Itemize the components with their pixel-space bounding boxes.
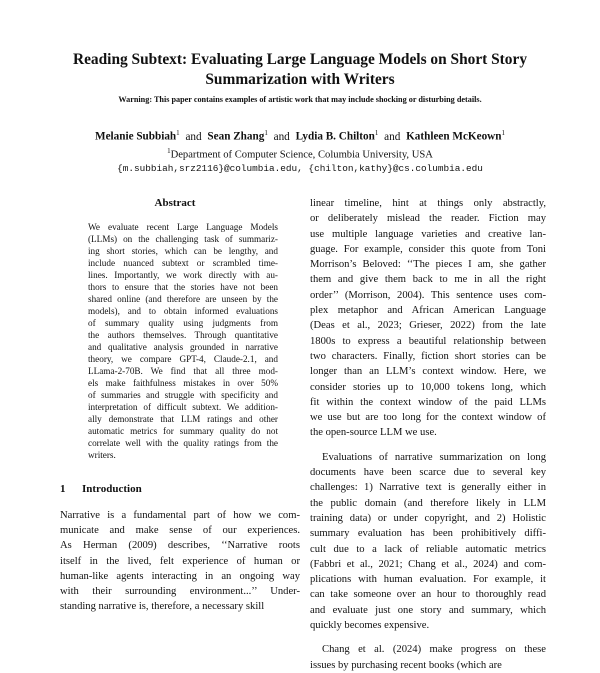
text-line: training data) or under copyright, and 2) Holistic: [310, 512, 546, 524]
text-line: itself in the lived, felt experience of human or: [60, 555, 300, 567]
text-line: and evaluate just one story and summary, which: [310, 604, 546, 616]
text-line: writers.: [88, 450, 116, 460]
text-line: Evaluations of narrative summarization on long: [322, 451, 546, 463]
author-sup: 1: [374, 129, 379, 137]
author-name: Lydia B. Chilton: [295, 130, 375, 143]
author-sup: 1: [264, 129, 268, 137]
right-para-3: [310, 642, 546, 673]
author-name: Sean Zhang: [207, 130, 265, 143]
right-para-1: [310, 196, 546, 441]
text-line: Narrative is a fundamental part of how we com-: [60, 510, 300, 521]
text-line: and qualitative analysis grounded in narrative: [88, 342, 278, 352]
text-line: cult due to a lack of reliable automatic metrics: [310, 543, 546, 555]
text-line: municate and make sense of our experiences.: [60, 525, 300, 537]
text-line: of summary quality using judgments from: [88, 318, 278, 328]
text-line: ing short stories, which can be lengthy, and: [88, 246, 278, 256]
intro-body: [60, 508, 300, 614]
abstract-body: [88, 221, 278, 461]
text-line: use multiple language varieties and creative lan-: [310, 228, 546, 240]
author-joiner: and: [185, 130, 202, 143]
text-line: or deliberately mislead the reader. Fiction may: [310, 213, 546, 225]
text-line: fit within the context window of the paid LLMs: [310, 396, 546, 408]
section-title: Introduction: [82, 483, 142, 495]
text-line: Chang et al. (2024) make progress on these: [322, 644, 546, 656]
text-line: theory, we compare GPT-4, Claude-2.1, and: [88, 354, 278, 364]
text-line: automatic metrics for summary quality do not: [88, 426, 278, 436]
author-sup: 1: [501, 129, 505, 137]
text-line: two characters. Finally, fiction short stories can be: [310, 350, 546, 362]
section-number: 1: [60, 483, 66, 495]
author-name: Kathleen McKeown: [406, 130, 502, 143]
text-line: We evaluate recent Large Language Models: [88, 222, 278, 232]
text-line: guage. For example, consider this quote from Toni: [310, 243, 546, 255]
text-line: longer than an LLM’s context window. Here, we: [310, 366, 546, 378]
affiliation: [40, 147, 560, 161]
text-line: (Deas et al., 2023; Grieser, 2022) from the late: [310, 320, 546, 332]
text-line: 1800s to express a beautiful relationship between: [310, 335, 546, 347]
text-line: quickly becomes expensive.: [310, 620, 430, 632]
author-joiner: and: [384, 130, 401, 143]
text-line: challenges: 1) Narrative text is generally either in: [310, 482, 546, 494]
text-line: (Fabbri et al., 2021; Chang et al., 2024) and com-: [310, 558, 546, 570]
text-line: of summaries and struggle with specificity and: [88, 390, 278, 400]
text-line: include nuanced subtext or scrambled time-: [88, 258, 278, 268]
affiliation-sup: 1: [167, 147, 171, 155]
text-line: issues by purchasing recent books (which are: [310, 659, 502, 671]
text-line: interpretation of difficult subtext. We addition-: [88, 402, 278, 412]
paper-title: [60, 50, 540, 90]
text-line: plex metaphor and African American Language: [310, 305, 546, 317]
text-line: lines. Importantly, we work directly with au-: [88, 270, 278, 280]
abstract-heading: Abstract: [154, 197, 196, 209]
content-warning: Warning: This paper contains examples of artistic work that may include shocking or disturbing details.: [118, 95, 482, 104]
text-line: thors to ensure that the stories have not been: [88, 282, 278, 292]
author-sup: 1: [176, 129, 180, 137]
text-line: plications with human evaluation. For example, it: [310, 574, 546, 586]
author-name: Melanie Subbiah: [95, 130, 177, 143]
text-line: shared online (and therefore are unseen by the: [88, 294, 278, 304]
text-line: we use but are too long for the context window of: [310, 412, 546, 424]
right-para-2: [310, 450, 546, 634]
text-line: Morrison’s Beloved: ‘‘The pieces I am, she gather: [310, 259, 546, 271]
text-line: standing narrative is, therefore, a necessary skill: [60, 601, 265, 613]
title-line-2: Summarization with Writers: [205, 71, 395, 88]
text-line: the authors themselves. Through quantitative: [88, 330, 278, 340]
text-line: documents have been scarce due to several key: [310, 467, 546, 479]
text-line: order’’ (Morrison, 2004). This sentence uses com-: [310, 289, 546, 301]
section-heading: [60, 483, 142, 495]
text-line: the public domain (and therefore likely in LLM: [310, 497, 546, 509]
text-line: linear timeline, hint at things only abstractly,: [310, 198, 546, 209]
text-line: els make faithfulness mistakes in over 50%: [88, 378, 278, 388]
right-column: [310, 196, 546, 673]
text-line: summary evaluation has been prohibitively diffi-: [310, 528, 546, 540]
text-line: ally demonstrate that LLM ratings and other: [88, 414, 278, 424]
author-emails: {m.subbiah,srz2116}@columbia.edu, {chilton,kathy}@cs.columbia.edu: [117, 163, 483, 174]
text-line: human-like agents interacting in an ongoing way: [60, 570, 300, 582]
text-line: the open-source LLM we use.: [310, 427, 437, 439]
text-line: As Herman (2009) describes, ‘‘Narrative roots: [60, 540, 300, 552]
text-line: models), and to obtain informed evaluations: [88, 306, 278, 316]
text-line: LLama-2-70B. We find that all three mod-: [88, 366, 278, 376]
author-joiner: and: [273, 130, 290, 143]
text-line: correlate well with the quality ratings from the: [88, 438, 278, 448]
affiliation-text: Department of Computer Science, Columbia University, USA: [170, 149, 433, 161]
text-line: them and give them back to me in all the right: [310, 274, 546, 286]
text-line: (LLMs) on the challenging task of summariz-: [88, 234, 278, 244]
text-line: consider stories up to 10,000 tokens long, which: [310, 381, 546, 393]
text-line: with their surrounding environment...’’ Under-: [60, 586, 300, 598]
author-list: [40, 129, 560, 143]
title-line-1: Reading Subtext: Evaluating Large Language Models on Short Story: [72, 51, 528, 68]
text-line: can take someone over an hour to thoroughly read: [310, 589, 546, 601]
